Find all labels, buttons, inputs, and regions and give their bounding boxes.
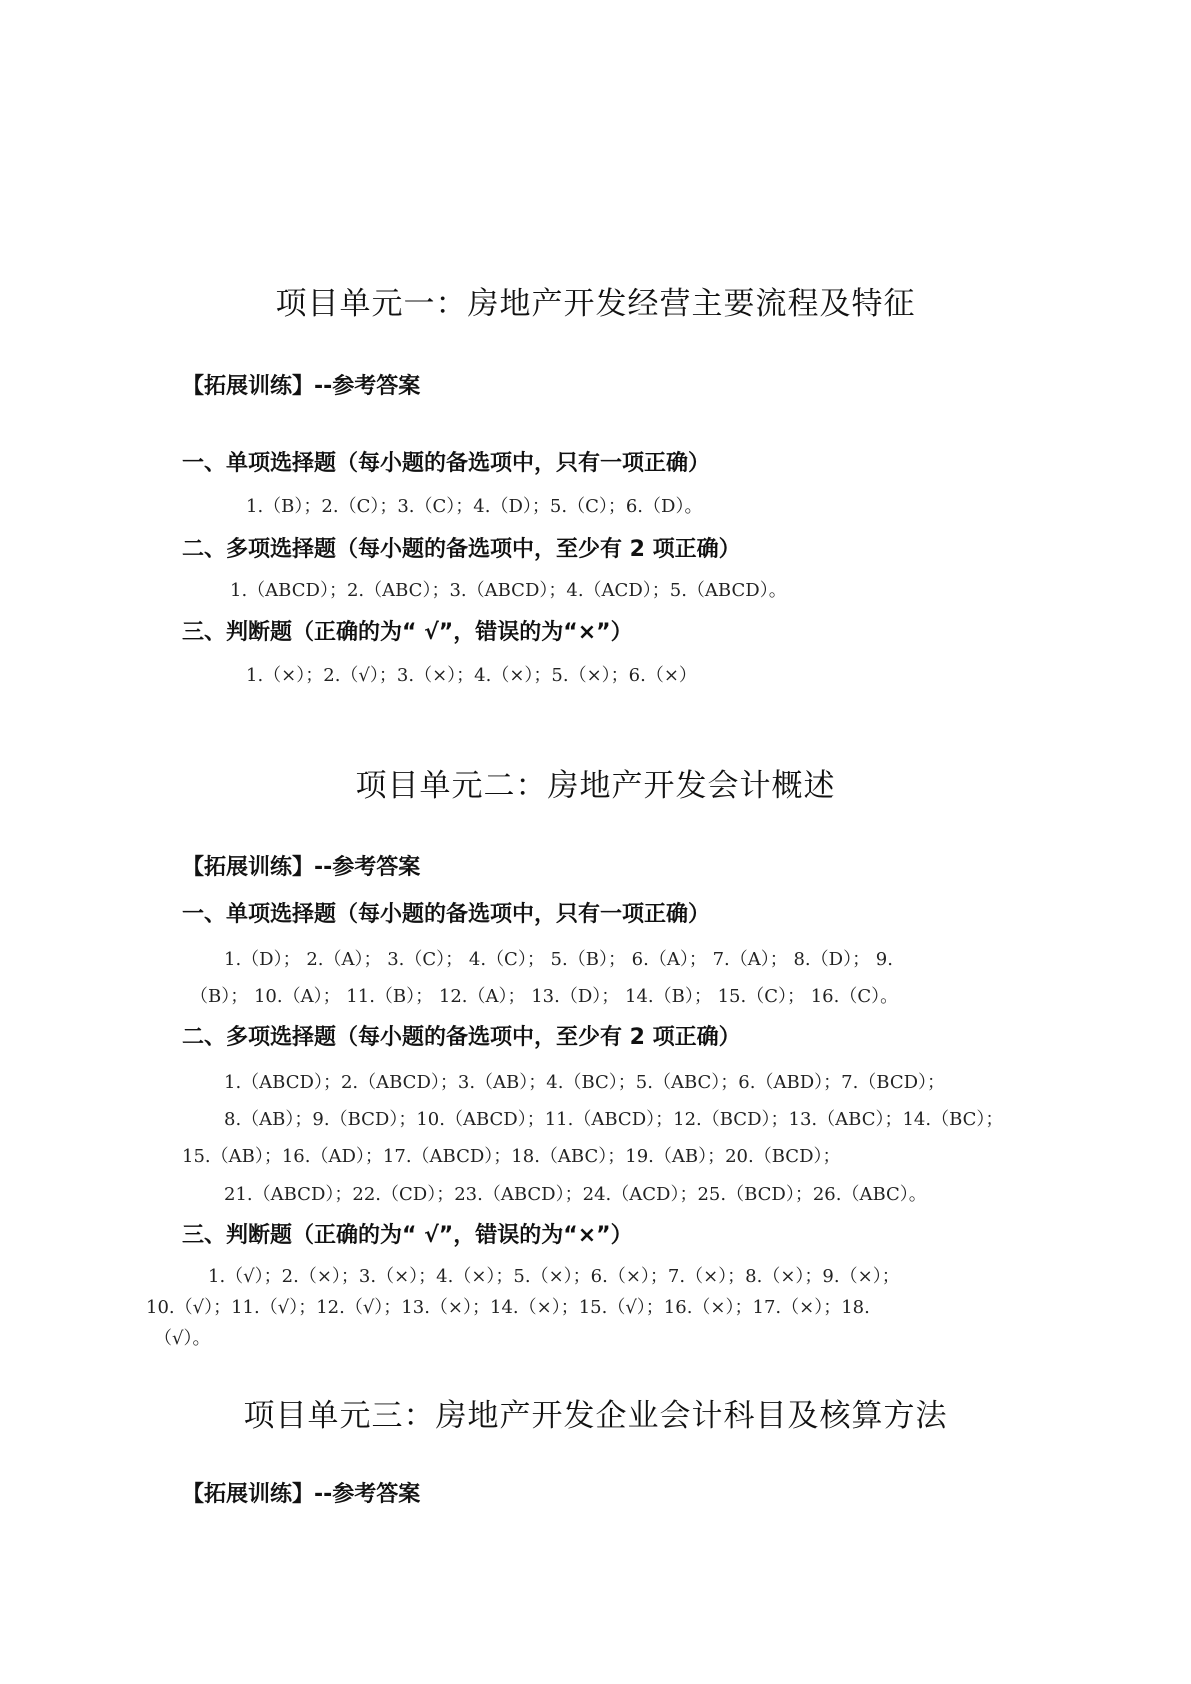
unit-2-judgement-answers-line-2: 10.（√）；11.（√）；12.（√）；13.（×）；14.（×）；15.（√）；16.（×）；17.（×）；18. <box>146 1297 870 1318</box>
unit-2-multi-choice-answers-line-3: 15.（AB）；16.（AD）；17.（ABCD）；18.（ABC）；19.（AB）；20.（BCD）； <box>182 1146 841 1167</box>
unit-1-training-heading: 【拓展训练】--参考答案 <box>182 374 421 399</box>
unit-2-multi-choice-answers-line-4: 21.（ABCD）；22.（CD）；23.（ABCD）；24.（ACD）；25.（BCD）；26.（ABC）。 <box>224 1184 927 1205</box>
unit-3-title: 项目单元三：房地产开发企业会计科目及核算方法 <box>243 1398 948 1434</box>
unit-2-title: 项目单元二：房地产开发会计概述 <box>355 768 836 804</box>
unit-2-judgement-answers-line-1: 1.（√）；2.（×）；3.（×）；4.（×）；5.（×）；6.（×）；7.（×）；8.（×）；9.（×）； <box>208 1266 900 1287</box>
unit-1-single-choice-answers: 1.（B）；2.（C）；3.（C）；4.（D）；5.（C）；6.（D）。 <box>246 496 703 517</box>
unit-1-judgement-answers: 1.（×）；2.（√）；3.（×）；4.（×）；5.（×）；6.（×） <box>246 665 697 686</box>
unit-2-single-choice-answers-line-1: 1.（D）； 2.（A）； 3.（C）； 4.（C）； 5.（B）； 6.（A）； 7.（A）； 8.（D）； 9. <box>224 949 893 970</box>
unit-2-single-choice-heading: 一、单项选择题（每小题的备选项中，只有一项正确） <box>182 902 711 927</box>
unit-1-judgement-heading: 三、判断题（正确的为“ √”，错误的为“×”） <box>182 620 633 645</box>
unit-2-multi-choice-answers-line-2: 8.（AB）；9.（BCD）；10.（ABCD）；11.（ABCD）；12.（BCD）；13.（ABC）；14.（BC）； <box>224 1109 1004 1130</box>
unit-2-multi-choice-heading: 二、多项选择题（每小题的备选项中，至少有 2 项正确） <box>182 1025 741 1050</box>
unit-2-multi-choice-answers-line-1: 1.（ABCD）；2.（ABCD）；3.（AB）；4.（BC）；5.（ABC）；6.（ABD）；7.（BCD）； <box>224 1072 946 1093</box>
unit-1-single-choice-heading: 一、单项选择题（每小题的备选项中，只有一项正确） <box>182 451 711 476</box>
unit-1-title: 项目单元一：房地产开发经营主要流程及特征 <box>275 286 916 322</box>
unit-1-multi-choice-heading: 二、多项选择题（每小题的备选项中，至少有 2 项正确） <box>182 537 741 562</box>
unit-1-multi-choice-answers: 1.（ABCD）；2.（ABC）；3.（ABCD）；4.（ACD）；5.（ABCD）。 <box>230 580 787 601</box>
unit-2-training-heading: 【拓展训练】--参考答案 <box>182 855 421 880</box>
unit-3-training-heading: 【拓展训练】--参考答案 <box>182 1482 421 1507</box>
unit-2-judgement-answers-line-3: （√）。 <box>154 1328 211 1349</box>
unit-2-single-choice-answers-line-2: （B）； 10.（A）； 11.（B）； 12.（A）； 13.（D）； 14.（B）； 15.（C）； 16.（C）。 <box>190 986 899 1007</box>
unit-2-judgement-heading: 三、判断题（正确的为“ √”，错误的为“×”） <box>182 1223 633 1248</box>
